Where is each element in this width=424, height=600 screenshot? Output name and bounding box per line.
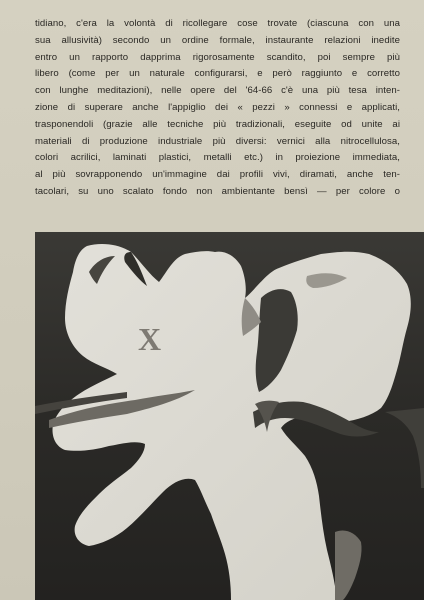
text-line: zione di superare anche l'appiglio dei « pezzi » connessi e applicati, — [35, 101, 400, 113]
text-line: tidiano, c'era la volontà di ricollegare cose trovate (ciascuna con una — [35, 18, 400, 29]
text-line: sua allusività) secondo un ordine formale, instaurante relazioni inedite — [35, 34, 400, 46]
text-line: tacolari, su uno scalato fondo non ambientante bensì — per colore o — [35, 185, 400, 197]
text-line: entro un rapporto dapprima rigorosamente scandito, poi sempre più — [35, 51, 400, 63]
text-line: con lunghe meditazioni), nelle opere del '64-66 c'è una più tesa inten- — [35, 85, 400, 97]
artwork-image — [35, 232, 424, 600]
body-text — [35, 16, 400, 201]
artwork-letter-x: X — [138, 321, 162, 357]
artwork-illustration — [35, 232, 424, 600]
text-line: colori acrilici, laminati plastici, metalli etc.) in proiezione immediata, — [35, 152, 400, 164]
text-line: materiali di produzione industriale più diversi: vernici alla nitrocellulosa, — [35, 135, 400, 147]
text-line: trasponendoli (grazie alle tecniche più tradizionali, eseguite od unite ai — [35, 118, 400, 130]
text-line: al più sovrapponendo un'immagine dai profili vivi, diramati, anche ten- — [35, 169, 400, 181]
text-line: libero (come per un naturale configurarsi, e però raggiunto e corretto — [35, 68, 400, 80]
